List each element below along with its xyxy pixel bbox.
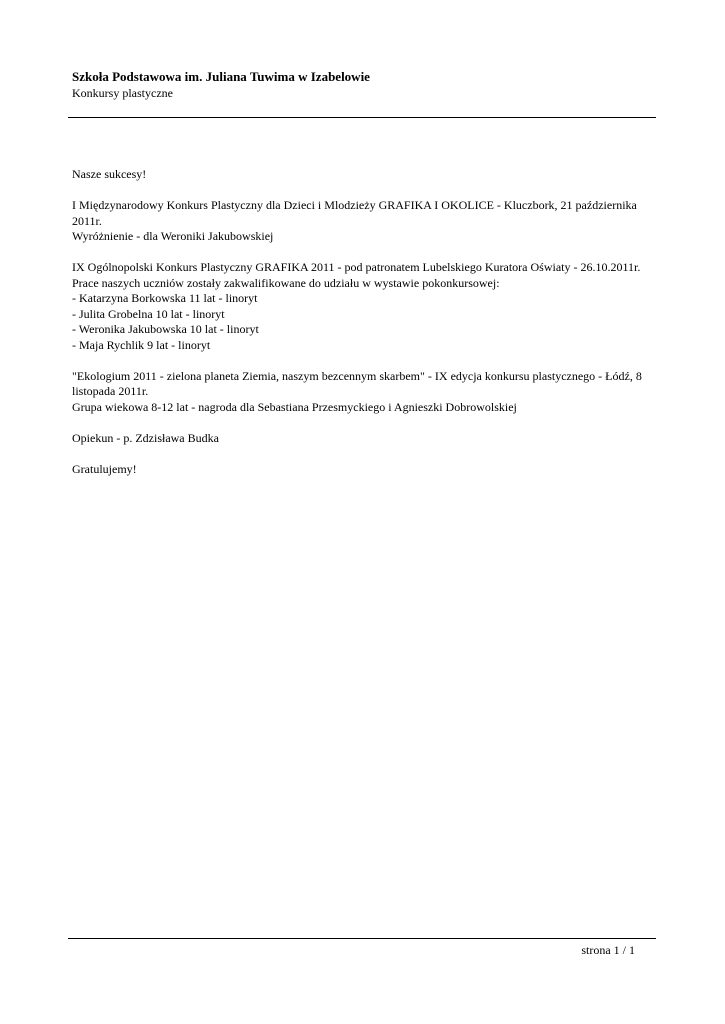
page-number: strona 1 / 1 (581, 943, 635, 957)
closing-text: Gratulujemy! (72, 461, 137, 476)
text-line: Prace naszych uczniów zostały zakwalifikowane do udziału w wystawie pokonkursowej: (72, 275, 500, 290)
section-title: Konkursy plastyczne (72, 86, 173, 100)
paragraph-kluczbork (72, 198, 656, 245)
list-item: - Katarzyna Borkowska 11 lat - linoryt (72, 291, 258, 305)
text-line: 2011r. (72, 213, 102, 228)
paragraph-grafika-2011 (72, 260, 656, 353)
intro-text: Nasze sukcesy! (72, 167, 147, 181)
intro-paragraph (72, 167, 656, 183)
guardian-text: Opiekun - p. Zdzisława Budka (72, 430, 219, 445)
footer-divider (68, 938, 656, 939)
paragraph-ekologium (72, 369, 656, 416)
closing-paragraph (72, 462, 656, 478)
list-item: - Julita Grobelna 10 lat - linoryt (72, 306, 225, 321)
school-name: Szkoła Podstawowa im. Juliana Tuwima w Izabelowie (72, 69, 370, 84)
article-body (72, 167, 656, 493)
text-line: IX Ogólnopolski Konkurs Plastyczny GRAFIKA 2011 - pod patronatem Lubelskiego Kuratora Oświaty - 26.10.2011r. (72, 260, 641, 274)
header-divider (68, 117, 656, 118)
guardian-paragraph (72, 431, 656, 447)
list-item: - Weronika Jakubowska 10 lat - linoryt (72, 322, 259, 336)
text-line: I Międzynarodowy Konkurs Plastyczny dla Dzieci i Mlodzieży GRAFIKA I OKOLICE - Kluczbork, 21 października (72, 198, 637, 212)
list-item: - Maja Rychlik 9 lat - linoryt (72, 337, 211, 352)
text-line: "Ekologium 2011 - zielona planeta Ziemia, naszym bezcennym skarbem" - IX edycja konkursu plastycznego - Łódź, 8 (72, 368, 642, 383)
page-header (72, 68, 656, 101)
text-line: Grupa wiekowa 8-12 lat - nagroda dla Sebastiana Przesmyckiego i Agnieszki Dobrowolskiej (72, 399, 517, 414)
text-line: Wyróżnienie - dla Weroniki Jakubowskiej (72, 229, 274, 243)
text-line: listopada 2011r. (72, 384, 149, 398)
